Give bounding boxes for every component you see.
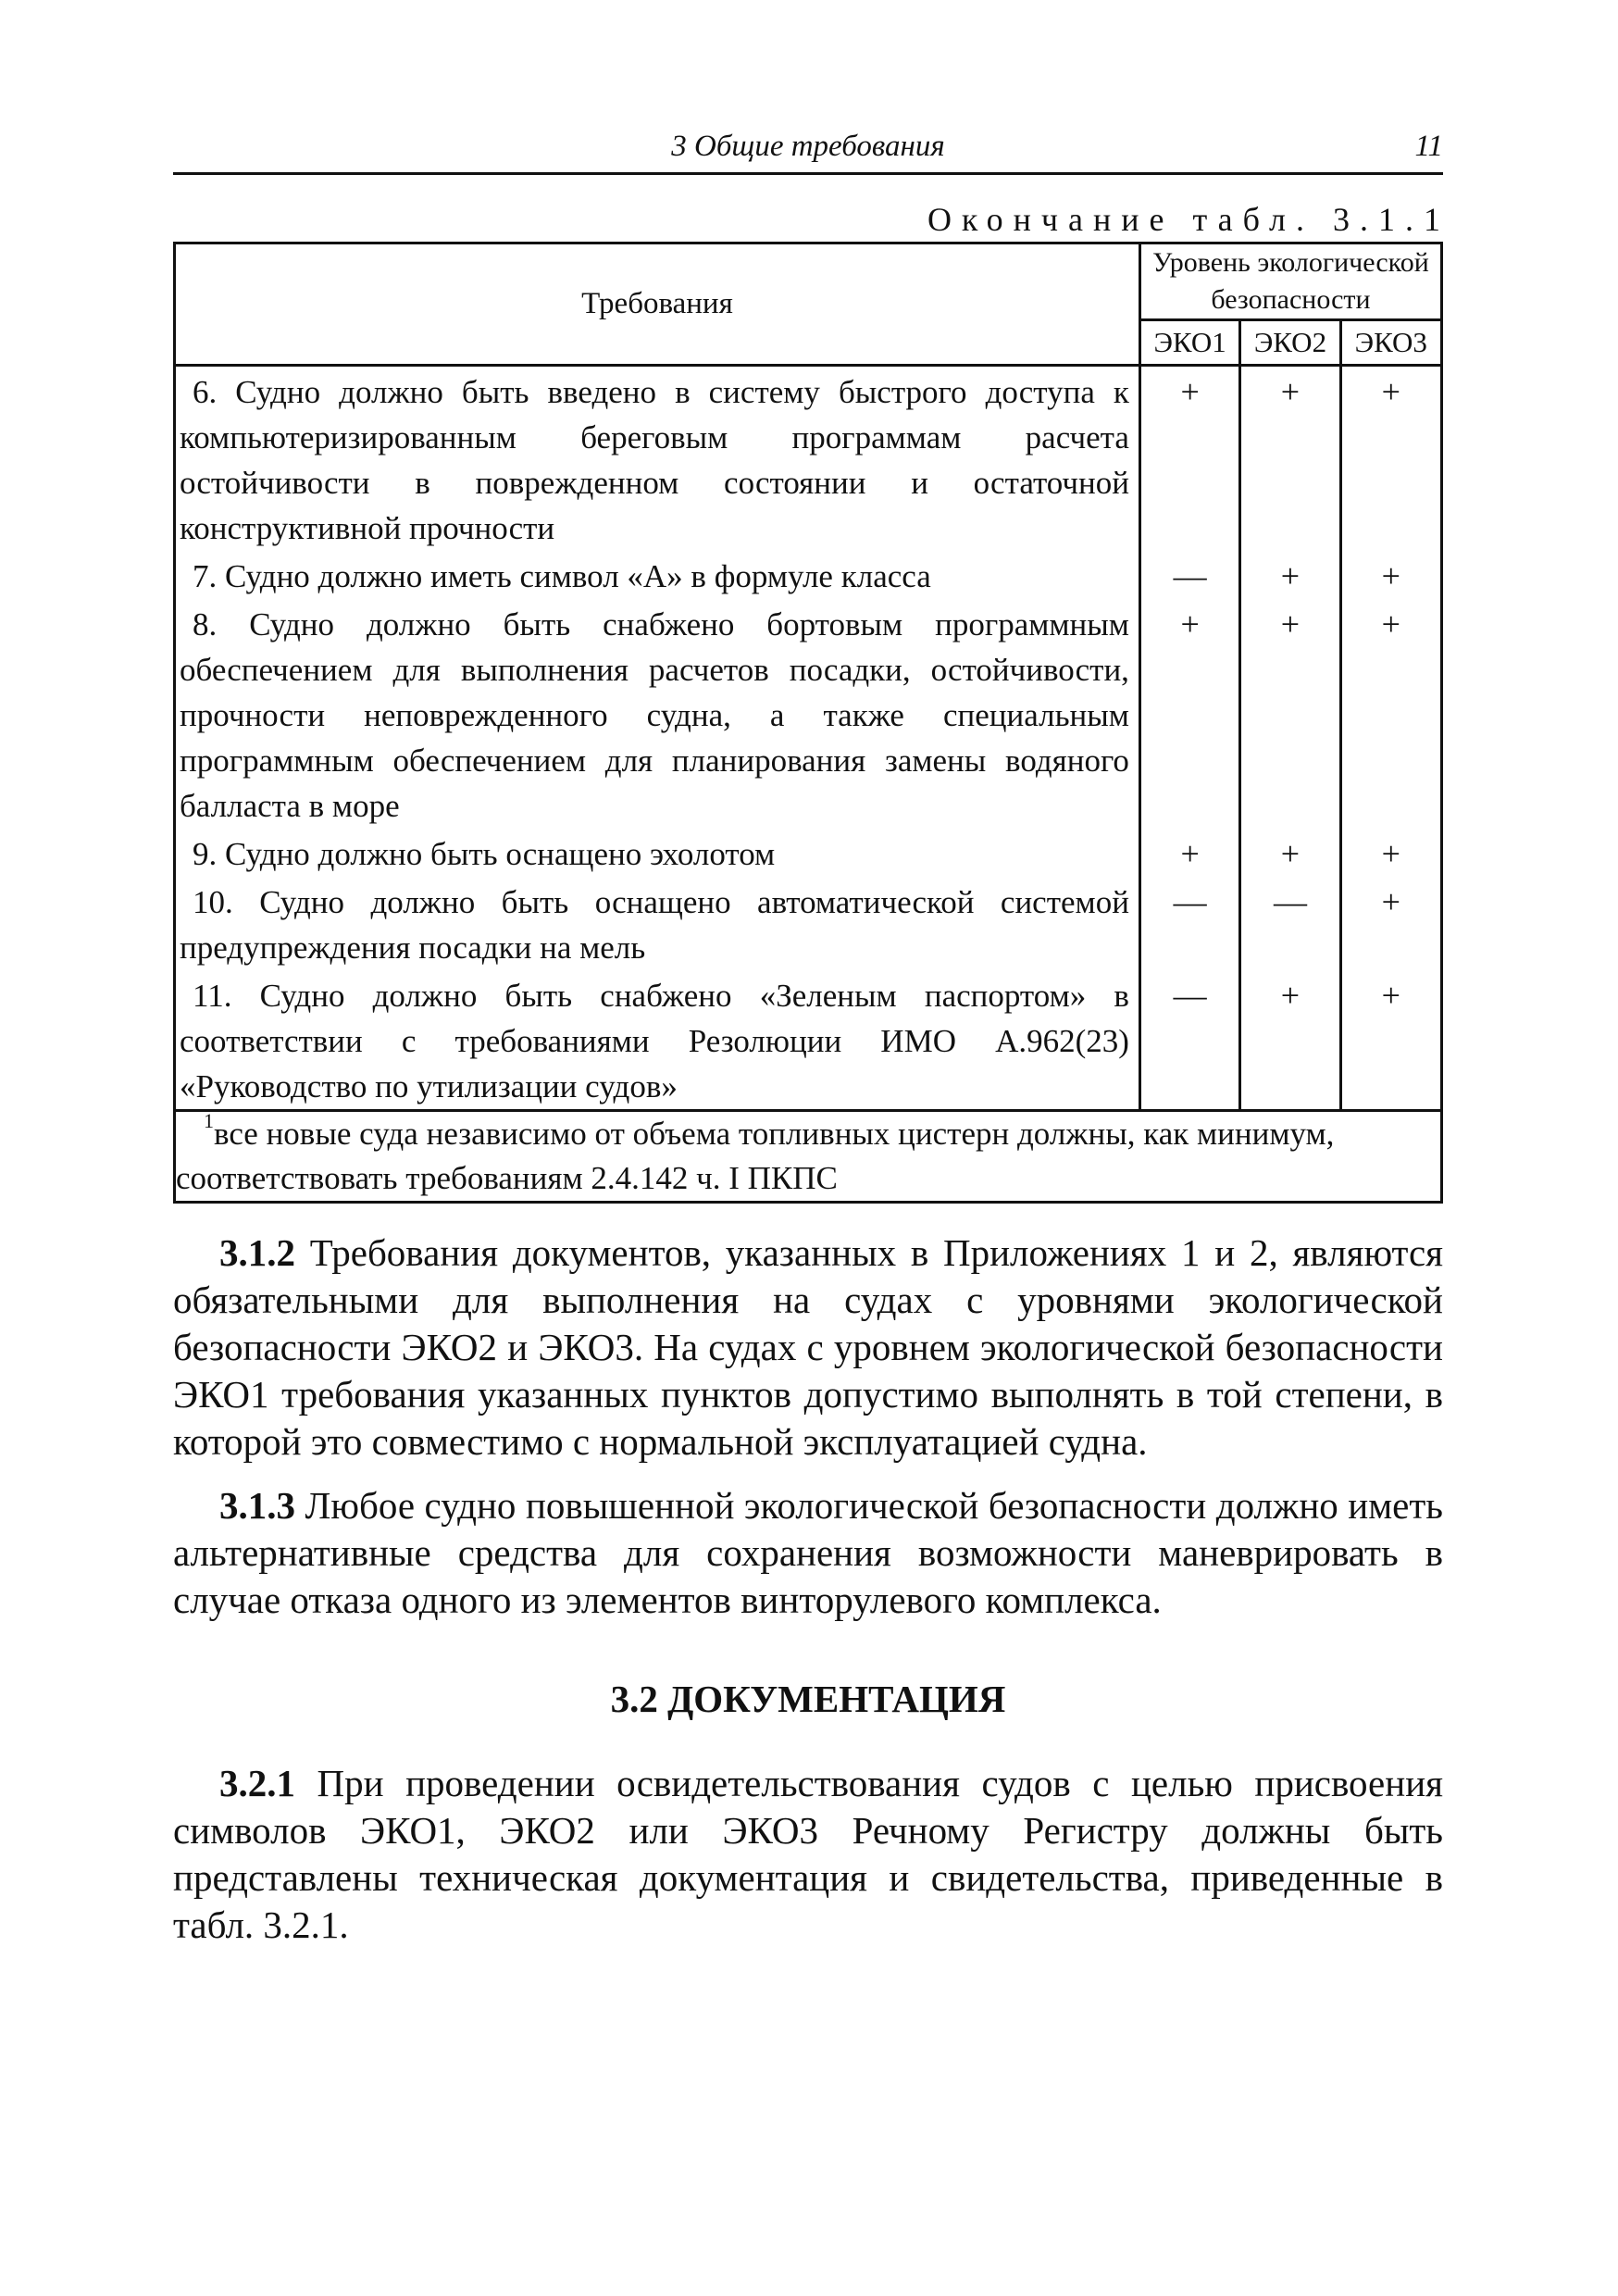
eco3-mark: + <box>1340 829 1441 877</box>
table-row <box>175 877 1442 970</box>
requirement-text: 10. Судно должно быть оснащено автоматической системой предупреждения посадки на мель <box>175 877 1140 970</box>
requirement-text: 7. Судно должно иметь символ «А» в формуле класса <box>175 551 1140 599</box>
eco2-mark: + <box>1240 599 1340 829</box>
eco2-mark: + <box>1240 366 1340 552</box>
eco3-mark: + <box>1340 366 1441 552</box>
eco1-mark: + <box>1139 366 1239 552</box>
footnote-marker: 1 <box>204 1109 214 1132</box>
eco3-mark: + <box>1340 877 1441 970</box>
paragraph <box>173 1482 1443 1624</box>
eco3-mark: + <box>1340 551 1441 599</box>
table-footnote-row <box>175 1111 1442 1203</box>
eco2-mark: — <box>1240 877 1340 970</box>
header-eco1: ЭКО1 <box>1139 320 1239 366</box>
table-footnote <box>175 1111 1442 1203</box>
table-row <box>175 970 1442 1111</box>
running-head <box>173 130 1443 175</box>
header-eco-level: Уровень экологической безопасности <box>1139 243 1441 320</box>
requirements-table <box>173 242 1443 1204</box>
eco1-mark: — <box>1139 970 1239 1111</box>
table-row <box>175 366 1442 552</box>
eco2-mark: + <box>1240 829 1340 877</box>
eco1-mark: — <box>1139 551 1239 599</box>
requirement-text: 11. Судно должно быть снабжено «Зеленым паспортом» в соответствии с требованиями Резолюции ИМО А.962(23) «Руководство по утилизации судов» <box>175 970 1140 1111</box>
header-requirements: Требования <box>175 243 1140 366</box>
body-text <box>173 1229 1443 1949</box>
page <box>173 130 1450 1965</box>
section-heading: 3.2 ДОКУМЕНТАЦИЯ <box>610 1678 1006 1720</box>
paragraph <box>173 1760 1443 1949</box>
eco2-mark: + <box>1240 970 1340 1111</box>
eco1-mark: + <box>1139 599 1239 829</box>
header-eco3: ЭКО3 <box>1340 320 1441 366</box>
paragraph-text: Любое судно повышенной экологической безопасности должно иметь альтернативные средства для сохранения возможности маневрировать в случае отказа одного из элементов винторулевого комплекса. <box>173 1484 1443 1621</box>
paragraph <box>173 1229 1443 1466</box>
footnote-text: все новые суда независимо от объема топливных цистерн должны, как минимум, соответствовать требованиям 2.4.142 ч. I ПКПС <box>176 1116 1335 1196</box>
table-row <box>175 551 1442 599</box>
eco1-mark: + <box>1139 829 1239 877</box>
table-row <box>175 829 1442 877</box>
requirement-text: 6. Судно должно быть введено в систему быстрого доступа к компьютеризированным береговым программам расчета остойчивости в поврежденном состоянии и остаточной конструктивной прочности <box>175 366 1140 552</box>
table-caption: Окончание табл. 3.1.1 <box>927 201 1450 238</box>
eco3-mark: + <box>1340 970 1441 1111</box>
eco3-mark: + <box>1340 599 1441 829</box>
paragraph-text: При проведении освидетельствования судов с целью присвоения символов ЭКО1, ЭКО2 или ЭКО3 Речному Регистру должны быть представлены техническая документация и свидетельства, приведенные в табл. 3.2.1. <box>173 1762 1443 1946</box>
paragraph-text: Требования документов, указанных в Приложениях 1 и 2, являются обязательными для выполнения на судах с уровнями экологической безопасности ЭКО2 и ЭКО3. На судах с уровнем экологической безопасности ЭКО1 требования указанных пунктов допустимо выполнять в той степени, в которой это совместимо с нормальной эксплуатацией судна. <box>173 1231 1444 1463</box>
eco2-mark: + <box>1240 551 1340 599</box>
table-row <box>175 599 1442 829</box>
requirement-text: 8. Судно должно быть снабжено бортовым программным обеспечением для выполнения расчетов посадки, остойчивости, прочности неповрежденного судна, а также специальным программным обеспечением для планирования замены водяного балласта в море <box>175 599 1140 829</box>
header-eco2: ЭКО2 <box>1240 320 1340 366</box>
eco1-mark: — <box>1139 877 1239 970</box>
page-number: 11 <box>1414 130 1443 163</box>
running-head-section: 3 Общие требования <box>671 130 945 163</box>
requirement-text: 9. Судно должно быть оснащено эхолотом <box>175 829 1140 877</box>
paragraph-number: 3.1.3 <box>219 1484 295 1527</box>
paragraph-number: 3.1.2 <box>219 1231 295 1274</box>
paragraph-number: 3.2.1 <box>219 1762 295 1804</box>
